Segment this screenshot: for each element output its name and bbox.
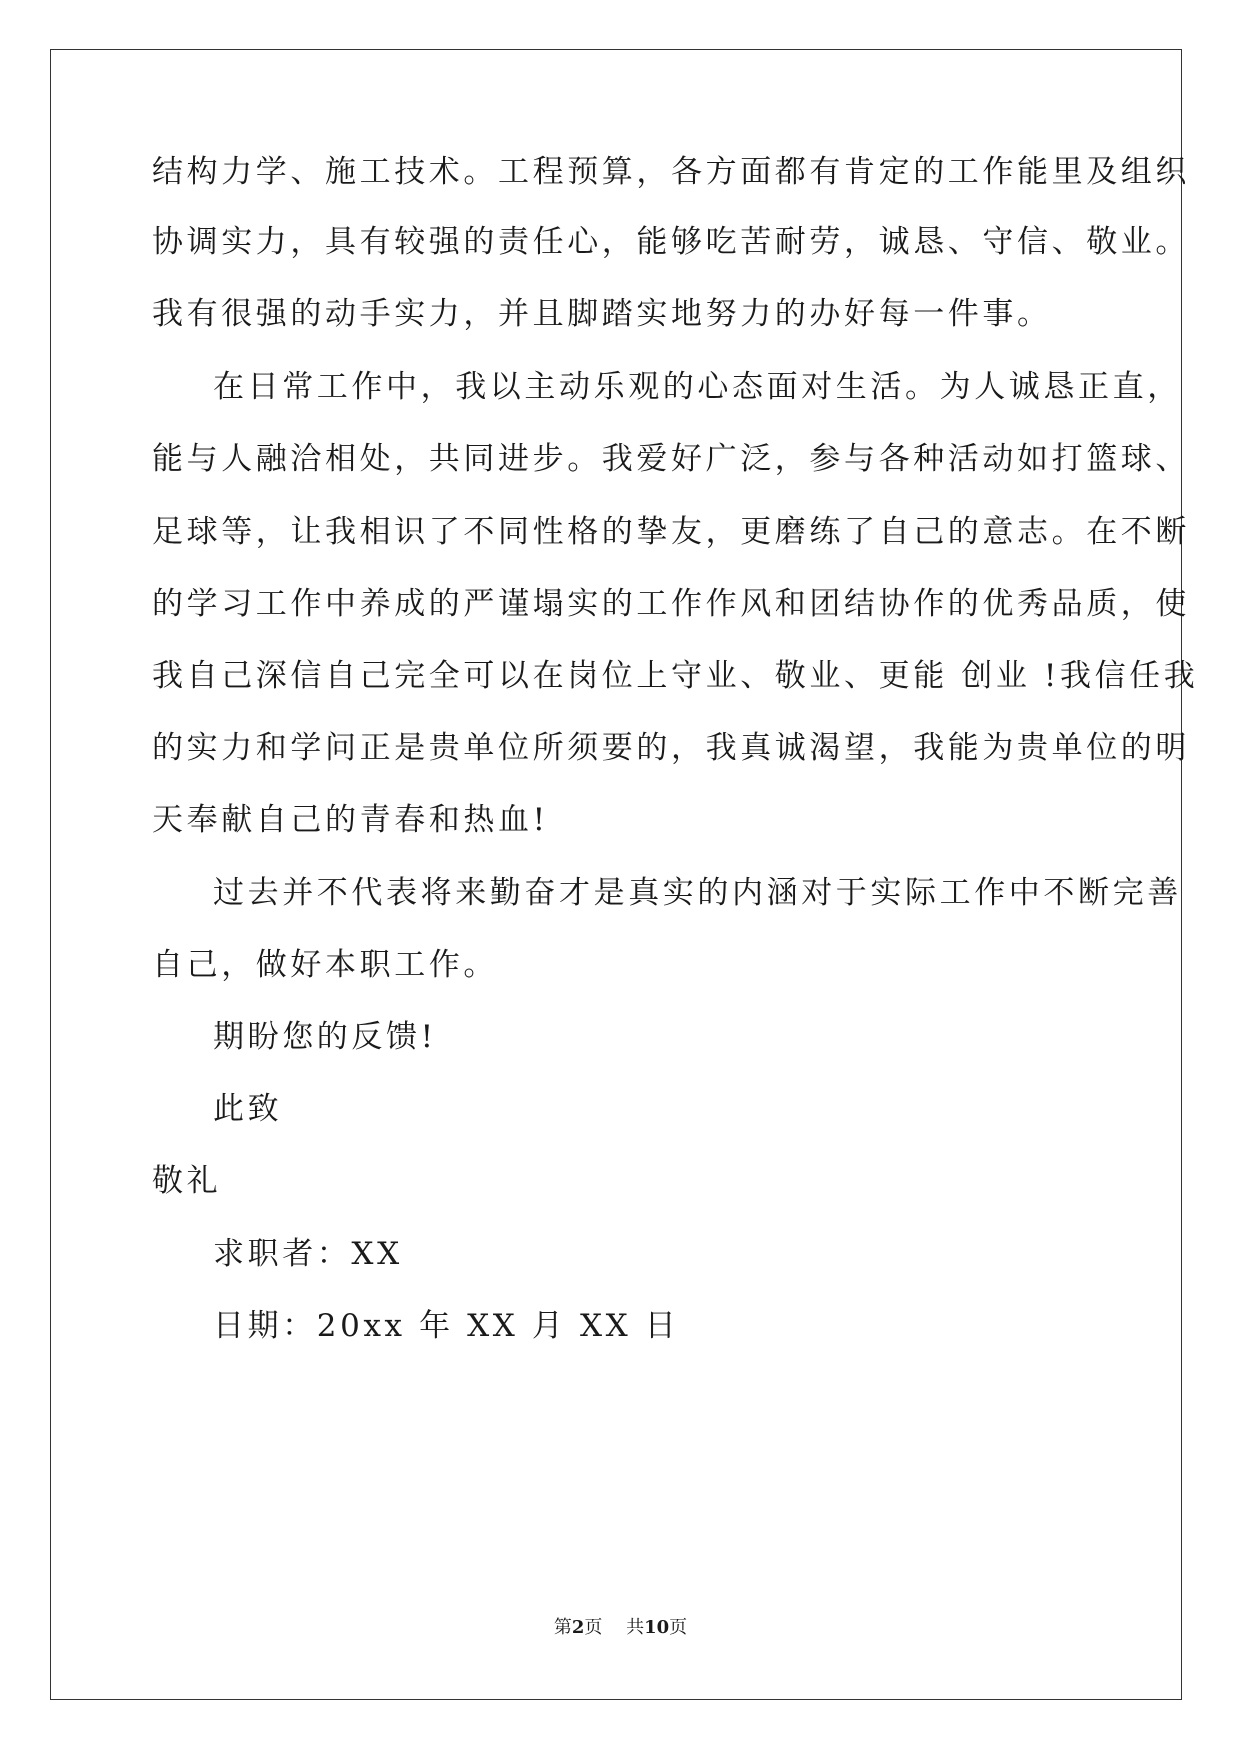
applicant-signature: 求职者：XX	[213, 1236, 403, 1272]
paragraph-line: 自己，做好本职工作。	[152, 947, 498, 983]
closing-salute: 此致	[213, 1091, 283, 1127]
paragraph-line: 的学习工作中养成的严谨塌实的工作作风和团结协作的优秀品质，使	[152, 586, 1190, 622]
paragraph-line: 天奉献自己的青春和热血!	[152, 802, 549, 838]
paragraph-line: 足球等，让我相识了不同性格的挚友，更磨练了自己的意志。在不断	[152, 514, 1190, 550]
page-number-footer	[0, 1616, 1241, 1640]
letter-date: 日期：20xx 年 XX 月 XX 日	[213, 1308, 680, 1344]
paragraph-line: 我自己深信自己完全可以在岗位上守业、敬业、更能 创业 !我信任我	[152, 658, 1199, 694]
paragraph-line: 在日常工作中，我以主动乐观的心态面对生活。为人诚恳正直，	[213, 369, 1182, 405]
total-pages: 共10页	[626, 1617, 688, 1638]
paragraph-line: 能与人融洽相处，共同进步。我爱好广泛，参与各种活动如打篮球、	[152, 441, 1190, 477]
paragraph-line: 协调实力，具有较强的责任心，能够吃苦耐劳，诚恳、守信、敬业。	[152, 224, 1190, 260]
paragraph-line: 的实力和学问正是贵单位所须要的，我真诚渴望，我能为贵单位的明	[152, 730, 1190, 766]
current-page: 第2页	[553, 1617, 603, 1638]
paragraph-line: 结构力学、施工技术。工程预算，各方面都有肯定的工作能里及组织	[152, 154, 1190, 190]
paragraph-line: 过去并不代表将来勤奋才是真实的内涵对于实际工作中不断完善	[213, 875, 1182, 911]
closing-expect: 期盼您的反馈!	[213, 1019, 437, 1055]
paragraph-line: 我有很强的动手实力，并且脚踏实地努力的办好每一件事。	[152, 296, 1052, 332]
closing-salute-regards: 敬礼	[152, 1163, 222, 1199]
